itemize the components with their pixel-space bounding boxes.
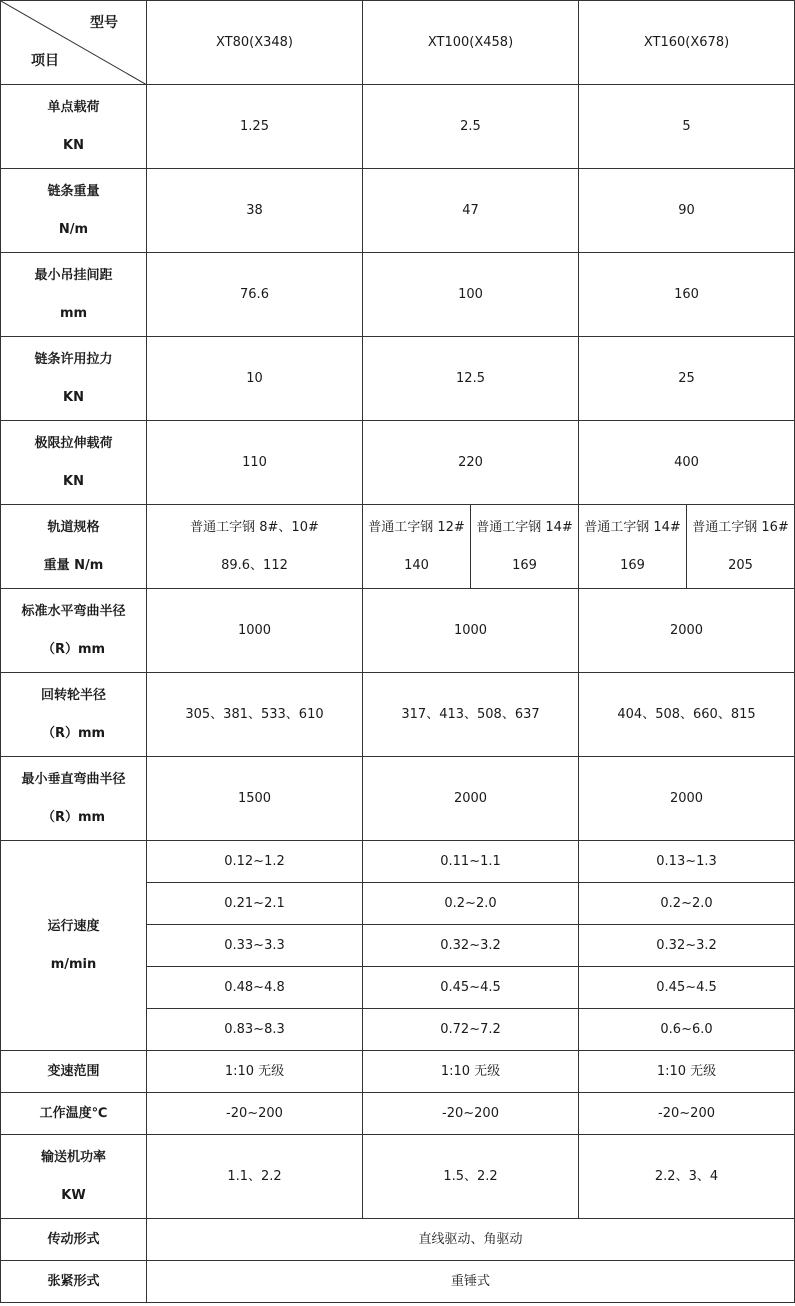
row-track-spec <box>1 505 795 589</box>
value-cell: 0.21~2.1 <box>147 883 363 925</box>
value-cell: 110 <box>147 421 363 505</box>
value-cell: 0.33~3.3 <box>147 925 363 967</box>
value-cell: 25 <box>579 337 795 421</box>
value-cell: 1000 <box>363 589 579 673</box>
value-cell: 90 <box>579 169 795 253</box>
value-cell: 38 <box>147 169 363 253</box>
value-cell: 160 <box>579 253 795 337</box>
header-corner-cell <box>1 1 147 85</box>
row-ultimate-load <box>1 421 795 505</box>
row-label: 工作温度℃ <box>1 1093 147 1135</box>
value-cell: 0.45~4.5 <box>363 967 579 1009</box>
row-speed-range <box>1 1051 795 1093</box>
row-wheel-radius <box>1 673 795 757</box>
value-cell: 76.6 <box>147 253 363 337</box>
value-cell: 317、413、508、637 <box>363 673 579 757</box>
row-label: 链条重量 N/m <box>1 169 147 253</box>
value-cell: 0.32~3.2 <box>363 925 579 967</box>
value-cell: 0.6~6.0 <box>579 1009 795 1051</box>
value-cell: 400 <box>579 421 795 505</box>
value-cell: 0.45~4.5 <box>579 967 795 1009</box>
model-header-1: XT80(X348) <box>147 1 363 85</box>
value-cell: 0.2~2.0 <box>363 883 579 925</box>
value-cell: 0.83~8.3 <box>147 1009 363 1051</box>
value-cell: 305、381、533、610 <box>147 673 363 757</box>
track-cell: 普通工字钢 14# 169 <box>471 505 579 589</box>
value-cell: 0.2~2.0 <box>579 883 795 925</box>
value-cell: 0.72~7.2 <box>363 1009 579 1051</box>
row-label: 张紧形式 <box>1 1261 147 1303</box>
value-cell: 100 <box>363 253 579 337</box>
row-label: 最小垂直弯曲半径 （R）mm <box>1 757 147 841</box>
row-drive <box>1 1219 795 1261</box>
value-cell: 2000 <box>363 757 579 841</box>
row-single-load <box>1 85 795 169</box>
value-cell: 2000 <box>579 757 795 841</box>
value-cell: 1.25 <box>147 85 363 169</box>
value-cell: 直线驱动、角驱动 <box>147 1219 795 1261</box>
value-cell: 2000 <box>579 589 795 673</box>
value-cell: 12.5 <box>363 337 579 421</box>
row-label: 变速范围 <box>1 1051 147 1093</box>
value-cell: 重锤式 <box>147 1261 795 1303</box>
row-label: 传动形式 <box>1 1219 147 1261</box>
row-tension <box>1 1261 795 1303</box>
value-cell: 0.11~1.1 <box>363 841 579 883</box>
value-cell: 0.12~1.2 <box>147 841 363 883</box>
value-cell: 220 <box>363 421 579 505</box>
row-min-pitch <box>1 253 795 337</box>
value-cell: -20~200 <box>147 1093 363 1135</box>
row-vert-radius <box>1 757 795 841</box>
track-cell: 普通工字钢 16# 205 <box>687 505 795 589</box>
value-cell: 404、508、660、815 <box>579 673 795 757</box>
value-cell: 5 <box>579 85 795 169</box>
row-label: 轨道规格 重量 N/m <box>1 505 147 589</box>
track-cell: 普通工字钢 12# 140 <box>363 505 471 589</box>
value-cell: 1:10 无级 <box>363 1051 579 1093</box>
row-label: 输送机功率 KW <box>1 1135 147 1219</box>
row-power <box>1 1135 795 1219</box>
value-cell: 2.5 <box>363 85 579 169</box>
value-cell: 0.48~4.8 <box>147 967 363 1009</box>
diagonal-divider <box>1 1 147 85</box>
row-horiz-radius <box>1 589 795 673</box>
value-cell: 2.2、3、4 <box>579 1135 795 1219</box>
row-label: 最小吊挂间距 mm <box>1 253 147 337</box>
row-chain-weight <box>1 169 795 253</box>
header-row <box>1 1 795 85</box>
row-allow-tension <box>1 337 795 421</box>
value-cell: 1.1、2.2 <box>147 1135 363 1219</box>
row-speed <box>1 841 795 883</box>
model-header-3: XT160(X678) <box>579 1 795 85</box>
corner-item-label: 项目 <box>31 53 59 70</box>
value-cell: 1:10 无级 <box>147 1051 363 1093</box>
value-cell: 1000 <box>147 589 363 673</box>
row-label: 单点载荷 KN <box>1 85 147 169</box>
row-label: 链条许用拉力 KN <box>1 337 147 421</box>
value-cell: 1.5、2.2 <box>363 1135 579 1219</box>
value-cell: 0.32~3.2 <box>579 925 795 967</box>
value-cell: 0.13~1.3 <box>579 841 795 883</box>
value-cell: 10 <box>147 337 363 421</box>
row-label: 运行速度 m/min <box>1 841 147 1051</box>
track-cell: 普通工字钢 8#、10# 89.6、112 <box>147 505 363 589</box>
value-cell: -20~200 <box>579 1093 795 1135</box>
model-header-2: XT100(X458) <box>363 1 579 85</box>
value-cell: -20~200 <box>363 1093 579 1135</box>
track-cell: 普通工字钢 14# 169 <box>579 505 687 589</box>
row-temperature <box>1 1093 795 1135</box>
row-label: 极限拉伸载荷 KN <box>1 421 147 505</box>
row-label: 标准水平弯曲半径 （R）mm <box>1 589 147 673</box>
value-cell: 1500 <box>147 757 363 841</box>
corner-model-label: 型号 <box>90 15 118 31</box>
value-cell: 1:10 无级 <box>579 1051 795 1093</box>
value-cell: 47 <box>363 169 579 253</box>
row-label: 回转轮半径 （R）mm <box>1 673 147 757</box>
